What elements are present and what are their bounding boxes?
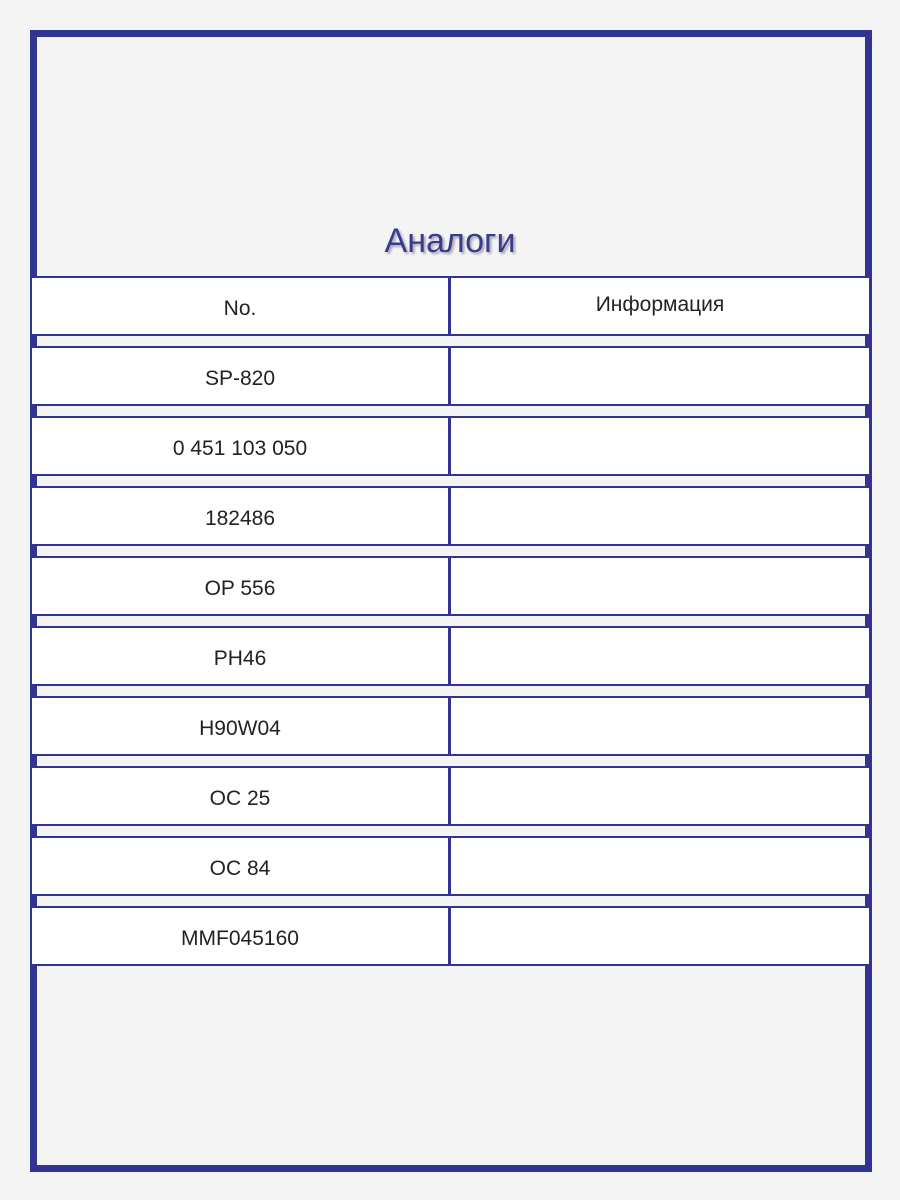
part-number-cell: OP 556 [32,558,451,614]
table-row [30,836,871,896]
info-cell [451,628,869,684]
table-row [30,626,871,686]
part-number-cell: OC 25 [32,768,451,824]
part-number-cell: 0 451 103 050 [32,418,451,474]
info-cell [451,768,869,824]
column-header-no: No. [32,278,451,334]
table-header-row [30,276,871,336]
page-title: Аналоги [384,222,516,260]
part-number-cell: H90W04 [32,698,451,754]
info-cell [451,698,869,754]
part-number-cell: SP-820 [32,348,451,404]
table-row [30,696,871,756]
table-row [30,906,871,966]
table-row [30,416,871,476]
info-cell [451,488,869,544]
table-row [30,346,871,406]
part-number-cell: 182486 [32,488,451,544]
table-row [30,766,871,826]
part-number-cell: OC 84 [32,838,451,894]
info-cell [451,418,869,474]
info-cell [451,908,869,964]
part-number-cell: MMF045160 [32,908,451,964]
table-row [30,556,871,616]
info-cell [451,348,869,404]
table-row [30,486,871,546]
info-cell [451,838,869,894]
info-cell [451,558,869,614]
column-header-info: Информация [595,293,725,316]
part-number-cell: PH46 [32,628,451,684]
